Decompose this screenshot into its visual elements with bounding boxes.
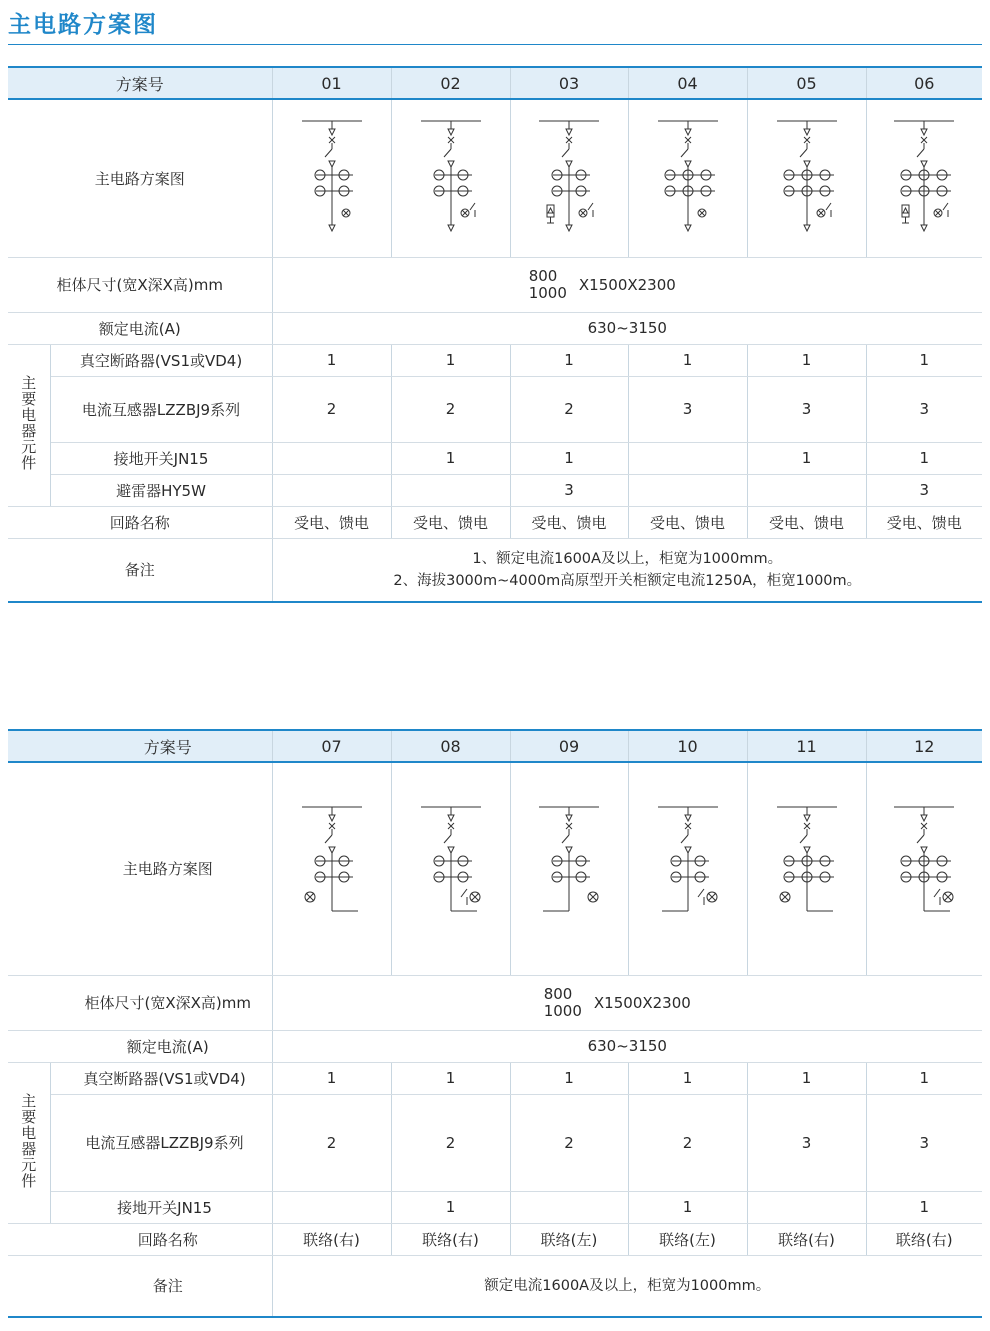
circuit-diagram-08 <box>391 762 510 975</box>
breaker-icon <box>917 149 924 157</box>
component-row <box>8 1191 982 1223</box>
scheme-number: 06 <box>866 67 982 99</box>
component-count: 1 <box>628 344 747 376</box>
surge-arrester-icon <box>903 208 908 213</box>
plug-contact-icon <box>685 129 691 135</box>
component-count: 1 <box>272 1062 391 1094</box>
breaker-icon <box>325 149 332 157</box>
component-count: 3 <box>866 1094 982 1191</box>
component-count: 1 <box>391 1062 510 1094</box>
component-label: 电流互感器LZZBJ9系列 <box>50 1094 272 1191</box>
remark-row <box>8 538 982 602</box>
component-count <box>628 474 747 506</box>
breaker-icon <box>681 835 688 843</box>
plug-contact-icon <box>921 815 927 821</box>
size-width-1000: 1000 <box>528 284 567 302</box>
earthing-switch-icon <box>826 203 831 210</box>
plug-contact-icon <box>566 129 572 135</box>
component-count <box>272 474 391 506</box>
plug-contact-icon <box>448 847 454 853</box>
plug-contact-icon <box>448 815 454 821</box>
component-count: 1 <box>391 344 510 376</box>
current-row <box>8 1030 982 1062</box>
remark-row <box>8 1255 982 1317</box>
plug-contact-icon <box>921 129 927 135</box>
circuit-name: 受电、馈电 <box>866 506 982 538</box>
component-count: 3 <box>747 1094 866 1191</box>
plug-contact-icon <box>566 847 572 853</box>
component-count <box>272 442 391 474</box>
component-count <box>747 1191 866 1223</box>
current-value: 630~3150 <box>272 1030 982 1062</box>
component-count <box>391 474 510 506</box>
header-label: 方案号 <box>8 730 272 762</box>
component-count <box>628 442 747 474</box>
component-count: 2 <box>510 376 628 442</box>
component-count: 1 <box>866 1191 982 1223</box>
size-depth-height: X1500X2300 <box>593 994 691 1012</box>
component-count: 1 <box>272 344 391 376</box>
circuit-name: 受电、馈电 <box>391 506 510 538</box>
circuit-name: 联络(右) <box>866 1223 982 1255</box>
component-count: 1 <box>391 442 510 474</box>
component-row <box>8 344 982 376</box>
component-count: 3 <box>628 376 747 442</box>
plug-contact-icon <box>329 161 335 167</box>
component-label: 真空断路器(VS1或VD4) <box>50 344 272 376</box>
scheme-number: 07 <box>272 730 391 762</box>
scheme-grid <box>8 729 982 1318</box>
component-label: 真空断路器(VS1或VD4) <box>50 1062 272 1094</box>
circuit-name: 联络(右) <box>272 1223 391 1255</box>
plug-contact-icon <box>685 847 691 853</box>
component-count <box>747 474 866 506</box>
component-count: 2 <box>391 1094 510 1191</box>
earthing-switch-icon <box>698 889 704 897</box>
component-count: 1 <box>510 1062 628 1094</box>
scheme-table-07-12 <box>8 729 982 1318</box>
breaker-icon <box>325 835 332 843</box>
diagram-row <box>8 762 982 975</box>
breaker-icon <box>800 835 807 843</box>
component-group-label: 主要电器元件 <box>8 344 50 506</box>
plug-contact-icon <box>329 815 335 821</box>
scheme-number: 02 <box>391 67 510 99</box>
breaker-icon <box>917 835 924 843</box>
component-count: 3 <box>747 376 866 442</box>
plug-contact-icon <box>804 847 810 853</box>
component-row <box>8 1094 982 1191</box>
cable-end-icon <box>566 225 572 231</box>
remark-label: 备注 <box>8 538 272 602</box>
component-count <box>510 1191 628 1223</box>
scheme-number: 08 <box>391 730 510 762</box>
size-value <box>272 257 982 312</box>
scheme-number: 04 <box>628 67 747 99</box>
circuit-name: 联络(右) <box>391 1223 510 1255</box>
header-label: 方案号 <box>8 67 272 99</box>
remark-line: 额定电流1600A及以上，柜宽为1000mm。 <box>484 1277 771 1294</box>
plug-contact-icon <box>448 161 454 167</box>
scheme-number: 01 <box>272 67 391 99</box>
component-count: 1 <box>628 1062 747 1094</box>
earthing-switch-icon <box>470 203 475 210</box>
component-row <box>8 474 982 506</box>
size-width-800: 800 <box>528 267 558 285</box>
diagram-label: 主电路方案图 <box>8 99 272 257</box>
circuit-diagram-07 <box>272 762 391 975</box>
component-count: 2 <box>628 1094 747 1191</box>
remark-text <box>272 538 982 602</box>
plug-contact-icon <box>804 815 810 821</box>
size-row <box>8 975 982 1030</box>
component-label: 接地开关JN15 <box>50 1191 272 1223</box>
plug-contact-icon <box>566 815 572 821</box>
circuit-name: 受电、馈电 <box>510 506 628 538</box>
size-label: 柜体尺寸(宽X深X高)mm <box>8 257 272 312</box>
scheme-number: 10 <box>628 730 747 762</box>
circuit-diagram-10 <box>628 762 747 975</box>
plug-contact-icon <box>804 129 810 135</box>
component-count: 1 <box>747 344 866 376</box>
component-row <box>8 442 982 474</box>
component-count: 2 <box>510 1094 628 1191</box>
breaker-icon <box>562 835 569 843</box>
plug-contact-icon <box>921 161 927 167</box>
remark-line: 2、海拔3000m~4000m高原型开关柜额定电流1250A，柜宽1000m。 <box>393 572 862 589</box>
cable-end-icon <box>329 225 335 231</box>
component-label: 避雷器HY5W <box>50 474 272 506</box>
plug-contact-icon <box>804 161 810 167</box>
cable-end-icon <box>804 225 810 231</box>
diagram-label: 主电路方案图 <box>8 762 272 975</box>
circuit-diagram-06 <box>866 99 982 257</box>
surge-arrester-icon <box>902 205 909 217</box>
component-count: 1 <box>628 1191 747 1223</box>
circuit-diagram-01 <box>272 99 391 257</box>
cable-end-icon <box>921 225 927 231</box>
component-count: 1 <box>866 344 982 376</box>
earthing-switch-icon <box>461 889 467 897</box>
component-count <box>272 1191 391 1223</box>
component-group-label: 主要电器元件 <box>8 1062 50 1223</box>
circuit-diagram-02 <box>391 99 510 257</box>
scheme-number: 11 <box>747 730 866 762</box>
size-label: 柜体尺寸(宽X深X高)mm <box>8 975 272 1030</box>
component-count: 1 <box>747 1062 866 1094</box>
component-count: 1 <box>866 442 982 474</box>
component-count: 3 <box>510 474 628 506</box>
circuit-name: 联络(左) <box>628 1223 747 1255</box>
plug-contact-icon <box>566 161 572 167</box>
size-width-800: 800 <box>543 985 573 1003</box>
earthing-switch-icon <box>588 203 593 210</box>
component-count: 3 <box>866 376 982 442</box>
remark-text <box>272 1255 982 1317</box>
circuit-name-row <box>8 506 982 538</box>
earthing-switch-icon <box>934 889 940 897</box>
circuit-diagram-11 <box>747 762 866 975</box>
title-divider <box>8 44 982 45</box>
circuit-diagram-05 <box>747 99 866 257</box>
plug-contact-icon <box>685 815 691 821</box>
remark-label: 备注 <box>8 1255 272 1317</box>
circuit-name: 受电、馈电 <box>747 506 866 538</box>
cable-end-icon <box>448 225 454 231</box>
scheme-number: 12 <box>866 730 982 762</box>
component-row <box>8 1062 982 1094</box>
current-row <box>8 312 982 344</box>
component-count: 3 <box>866 474 982 506</box>
circuit-name: 联络(右) <box>747 1223 866 1255</box>
current-label: 额定电流(A) <box>8 312 272 344</box>
cable-end-icon <box>685 225 691 231</box>
surge-arrester-icon <box>548 208 553 213</box>
size-width-1000: 1000 <box>543 1002 582 1020</box>
current-label: 额定电流(A) <box>8 1030 272 1062</box>
circuit-name: 联络(左) <box>510 1223 628 1255</box>
component-label: 电流互感器LZZBJ9系列 <box>50 376 272 442</box>
header-row <box>8 67 982 99</box>
plug-contact-icon <box>448 129 454 135</box>
header-row <box>8 730 982 762</box>
breaker-icon <box>681 149 688 157</box>
scheme-number: 05 <box>747 67 866 99</box>
component-count: 2 <box>272 376 391 442</box>
circuit-name: 受电、馈电 <box>628 506 747 538</box>
component-label: 接地开关JN15 <box>50 442 272 474</box>
breaker-icon <box>444 149 451 157</box>
scheme-table-01-06 <box>8 66 982 603</box>
scheme-grid <box>8 66 982 603</box>
diagram-row <box>8 99 982 257</box>
component-count: 1 <box>510 442 628 474</box>
circuit-name: 受电、馈电 <box>272 506 391 538</box>
circuit-name-label: 回路名称 <box>8 506 272 538</box>
component-count: 1 <box>391 1191 510 1223</box>
scheme-number: 03 <box>510 67 628 99</box>
plug-contact-icon <box>685 161 691 167</box>
circuit-diagram-12 <box>866 762 982 975</box>
circuit-name-label: 回路名称 <box>8 1223 272 1255</box>
size-row <box>8 257 982 312</box>
scheme-number: 09 <box>510 730 628 762</box>
circuit-name-row <box>8 1223 982 1255</box>
remark-line: 1、额定电流1600A及以上，柜宽为1000mm。 <box>472 550 783 567</box>
component-row <box>8 376 982 442</box>
plug-contact-icon <box>329 847 335 853</box>
circuit-diagram-09 <box>510 762 628 975</box>
breaker-icon <box>562 149 569 157</box>
page-title: 主电路方案图 <box>8 12 158 38</box>
breaker-icon <box>444 835 451 843</box>
circuit-diagram-04 <box>628 99 747 257</box>
earthing-switch-icon <box>943 203 948 210</box>
component-count: 1 <box>747 442 866 474</box>
plug-contact-icon <box>921 847 927 853</box>
circuit-diagram-03 <box>510 99 628 257</box>
breaker-icon <box>800 149 807 157</box>
plug-contact-icon <box>329 129 335 135</box>
size-value <box>272 975 982 1030</box>
component-count: 1 <box>866 1062 982 1094</box>
component-count: 2 <box>272 1094 391 1191</box>
current-value: 630~3150 <box>272 312 982 344</box>
component-count: 2 <box>391 376 510 442</box>
size-depth-height: X1500X2300 <box>578 276 676 294</box>
surge-arrester-icon <box>547 205 554 217</box>
component-count: 1 <box>510 344 628 376</box>
